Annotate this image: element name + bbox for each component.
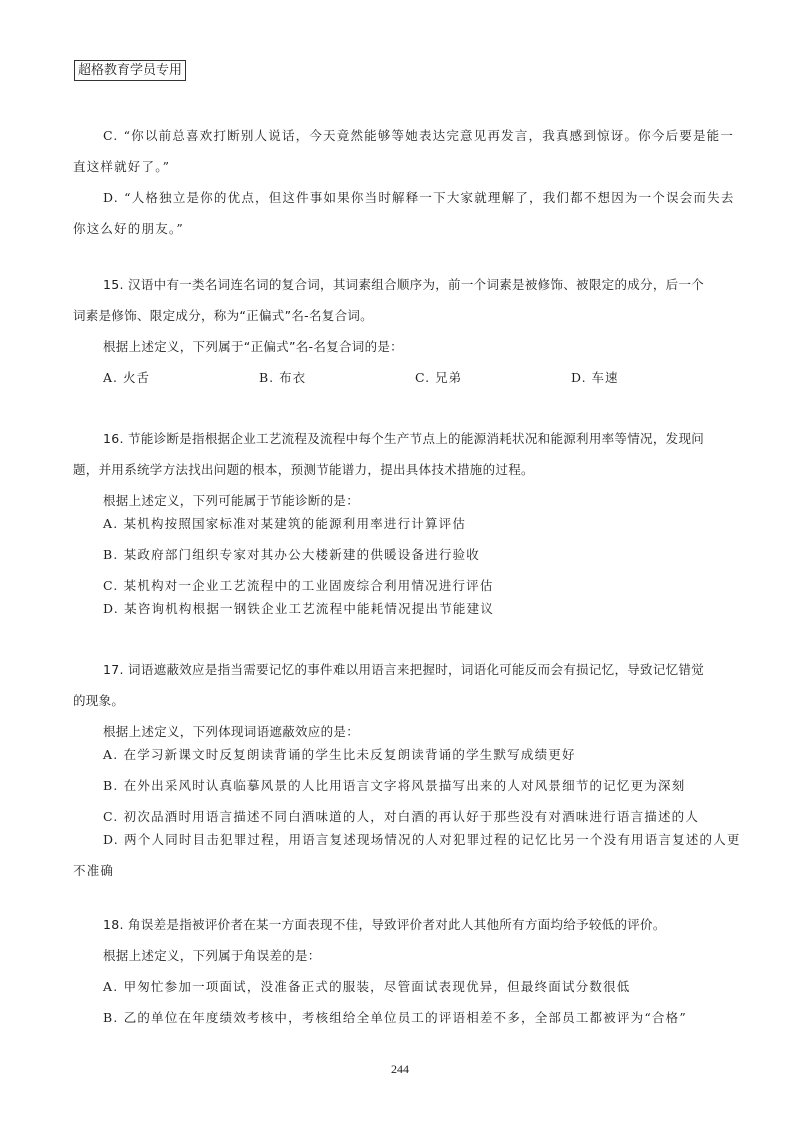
q15-option-b: B. 布衣 [259,370,307,385]
q15-option-c: C. 兄弟 [415,370,463,385]
q14-option-d-line2: 你这么好的朋友。” [73,221,184,236]
page-number: 244 [391,1062,409,1076]
q16-option-d: D. 某咨询机构根据一钢铁企业工艺流程中能耗情况提出节能建议 [103,601,495,616]
q17-option-d-line1: D. 两个人同时目击犯罪过程，用语言复述现场情况的人对犯罪过程的记忆比另一个没有用语言复述的人更 [103,832,741,847]
q16-option-b: B. 某政府部门组织专家对其办公大楼新建的供暖设备进行验收 [103,547,480,562]
q16-option-a: A. 某机构按照国家标准对某建筑的能源利用率进行计算评估 [103,516,467,531]
q16-stem-line1: 16. 节能诊断是指根据企业工艺流程及流程中每个生产节点上的能源消耗状况和能源利用率等情况，发现问 [103,431,705,446]
q16-prompt: 根据上述定义，下列可能属于节能诊断的是： [103,493,360,508]
q17-stem-line2: 的现象。 [73,693,125,708]
q15-option-d: D. 车速 [571,370,619,385]
q18-prompt: 根据上述定义，下列属于角误差的是： [103,948,321,963]
q14-option-c-line2: 直这样就好了。” [73,159,171,174]
q15-stem-line2: 词素是修饰、限定成分，称为“正偏式”名-名复合词。 [73,308,373,323]
q17-option-b: B. 在外出采风时认真临摹风景的人比用语言文字将风景描写出来的人对风景细节的记忆更为深刻 [103,778,686,793]
q18-option-a: A. 甲匆忙参加一项面试，没准备正式的服装，尽管面试表现优异，但最终面试分数很低 [103,979,631,994]
q14-option-d-line1: D. “人格独立是你的优点，但这件事如果你当时解释一下大家就理解了，我们都不想因为一个误会而失去 [103,190,735,205]
q16-option-c: C. 某机构对一企业工艺流程中的工业固废综合利用情况进行评估 [103,578,494,593]
q18-stem-line1: 18. 角误差是指被评价者在某一方面表现不佳，导致评价者对此人其他所有方面均给予较低的评价。 [103,917,666,932]
q17-stem-line1: 17. 词语遮蔽效应是指当需要记忆的事件难以用语言来把握时，词语化可能反而会有损记忆，导致记忆错觉 [103,662,705,677]
q14-option-c-line1: C. “你以前总喜欢打断别人说话，今天竟然能够等她表达完意见再发言，我真感到惊讶。你今后要是能一 [103,128,735,143]
q15-prompt: 根据上述定义，下列属于“正偏式”名-名复合词的是： [103,339,403,354]
q17-option-c: C. 初次品酒时用语言描述不同白酒味道的人，对白酒的再认好于那些没有对酒味进行语言描述的人 [103,809,700,824]
q18-option-b: B. 乙的单位在年度绩效考核中，考核组给全单位员工的评语相差不多，全部员工都被评为“合格” [103,1010,687,1025]
q17-prompt: 根据上述定义，下列体现词语遮蔽效应的是： [103,724,360,739]
q16-stem-line2: 题，并用系统学方法找出问题的根本，预测节能谱力，提出具体技术措施的过程。 [73,462,534,477]
q17-option-a: A. 在学习新课文时反复朗读背诵的学生比未反复朗读背诵的学生默写成绩更好 [103,747,576,762]
watermark-label: 超格教育学员专用 [74,60,186,81]
q17-option-d-line2: 不准确 [73,863,115,878]
q15-option-a: A. 火舌 [103,370,150,385]
q15-stem-line1: 15. 汉语中有一类名词连名词的复合词，其词素组合顺序为，前一个词素是被修饰、被限定的成分，后一个 [103,277,705,292]
